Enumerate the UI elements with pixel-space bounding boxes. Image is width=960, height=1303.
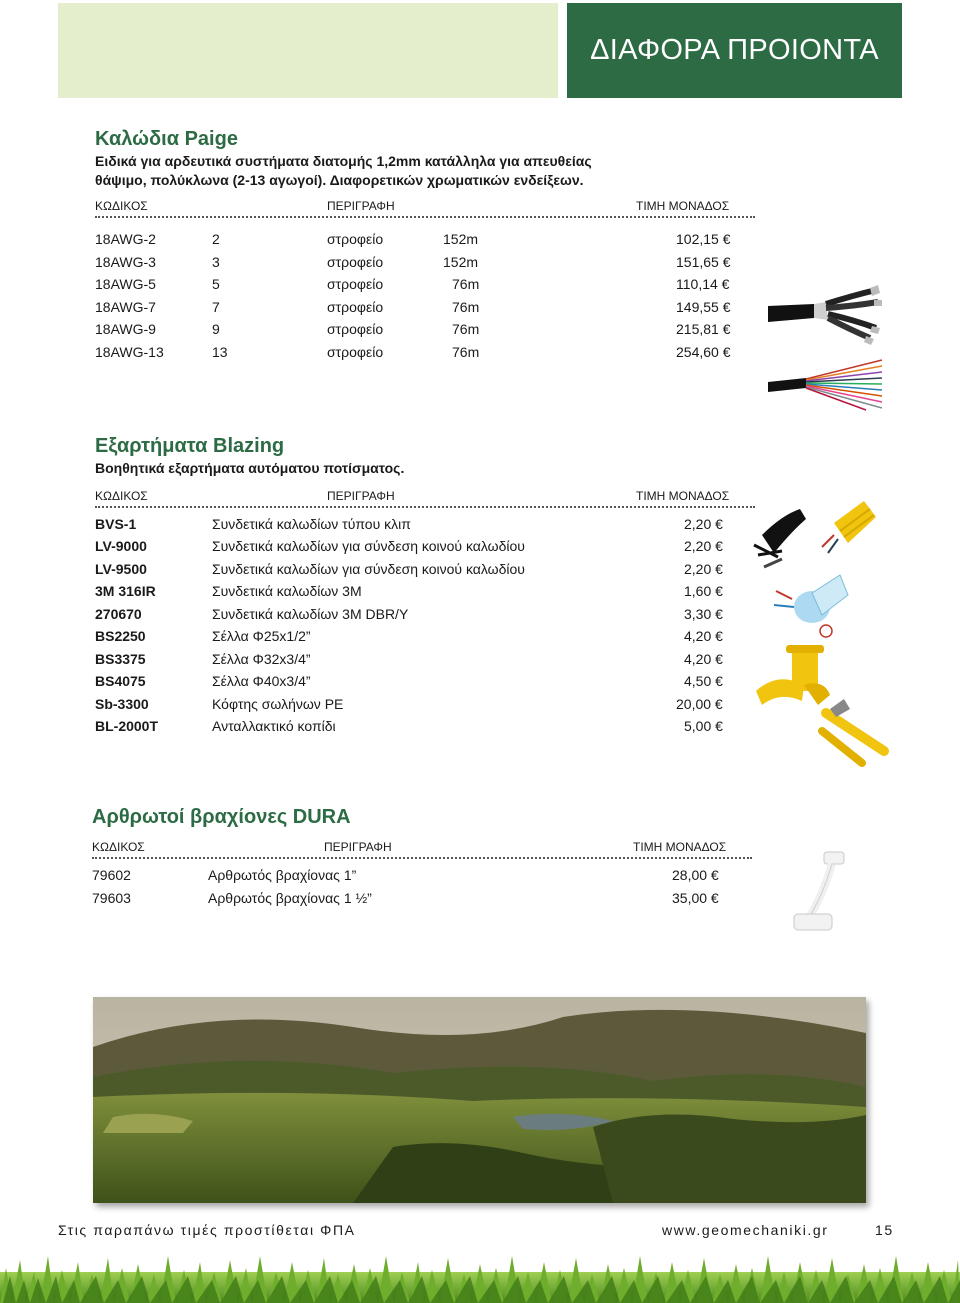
cell-price: 215,81 €: [676, 321, 731, 337]
cell-code: LV-9500: [95, 561, 147, 577]
column-price: ΤΙΜΗ ΜΟΝΑΔΟΣ: [636, 199, 730, 213]
multi-core-cable-icon: [768, 285, 882, 345]
cell-code: 18AWG-9: [95, 321, 156, 337]
column-price: ΤΙΜΗ ΜΟΝΑΔΟΣ: [633, 840, 727, 854]
paige-description-line: Ειδικά για αρδευτικά συστήματα διατομής 1,2mm κατάλληλα για απευθείας: [95, 153, 592, 169]
cell-unit: στροφείο: [327, 321, 384, 337]
cell-description: Συνδετικά καλωδίων 3M: [212, 583, 362, 599]
cell-length: 152m: [443, 254, 479, 270]
cell-cores: 2: [212, 231, 220, 247]
cell-code: BS4075: [95, 673, 146, 689]
grass-decoration: [0, 1250, 960, 1303]
cell-cores: 7: [212, 299, 220, 315]
column-code: ΚΩΔΙΚΟΣ: [95, 199, 148, 213]
cell-code: 18AWG-2: [95, 231, 156, 247]
column-description: ΠΕΡΙΓΡΑΦΗ: [327, 489, 395, 503]
cell-code: 3M 316IR: [95, 583, 156, 599]
cell-description: Συνδετικά καλωδίων 3M DBR/Y: [212, 606, 409, 622]
cell-price: 4,20 €: [684, 651, 723, 667]
cell-description: Αρθρωτός βραχίονας 1 ½”: [208, 890, 372, 906]
paige-description: [95, 152, 592, 190]
divider: [95, 216, 755, 218]
cell-price: 151,65 €: [676, 254, 731, 270]
saddle-clamp-icon: [756, 645, 830, 705]
cell-price: 4,50 €: [684, 673, 723, 689]
column-code: ΚΩΔΙΚΟΣ: [95, 489, 148, 503]
swing-joint-icon: [794, 852, 844, 930]
cell-unit: στροφείο: [327, 276, 384, 292]
waterproof-connector-icon: [774, 575, 848, 637]
cell-price: 5,00 €: [684, 718, 723, 734]
column-description: ΠΕΡΙΓΡΑΦΗ: [327, 199, 395, 213]
cell-code: BL-2000T: [95, 718, 159, 734]
column-description: ΠΕΡΙΓΡΑΦΗ: [324, 840, 392, 854]
website-link[interactable]: www.geomechaniki.gr: [662, 1222, 829, 1238]
cell-code: BS2250: [95, 628, 146, 644]
cell-description: Σέλλα Φ25x1/2”: [212, 628, 311, 644]
cell-price: 1,60 €: [684, 583, 723, 599]
cell-code: BS3375: [95, 651, 146, 667]
cell-cores: 3: [212, 254, 220, 270]
golf-course-photo: [93, 997, 866, 1203]
cell-price: 2,20 €: [684, 538, 723, 554]
clip-connector-icon: [754, 509, 806, 567]
cell-code: 18AWG-3: [95, 254, 156, 270]
divider: [92, 857, 752, 859]
pipe-cutter-icon: [822, 699, 884, 763]
cell-price: 28,00 €: [672, 867, 719, 883]
cell-length: 76m: [452, 276, 480, 292]
cell-price: 102,15 €: [676, 231, 731, 247]
blazing-description: Βοηθητικά εξαρτήματα αυτόματου ποτίσματος.: [95, 460, 405, 476]
cell-description: Συνδετικά καλωδίων τύπου κλιπ: [212, 516, 411, 532]
colored-wires-icon: [768, 360, 882, 410]
column-code: ΚΩΔΙΚΟΣ: [92, 840, 145, 854]
cell-price: 20,00 €: [676, 696, 723, 712]
cell-unit: στροφείο: [327, 254, 384, 270]
cell-description: Σέλλα Φ40x3/4”: [212, 673, 311, 689]
cell-cores: 9: [212, 321, 220, 337]
cell-unit: στροφείο: [327, 231, 384, 247]
cell-price: 2,20 €: [684, 516, 723, 532]
header-banner-right: [567, 3, 902, 98]
cell-price: 254,60 €: [676, 344, 731, 360]
cell-length: 76m: [452, 344, 480, 360]
cell-length: 76m: [452, 299, 480, 315]
cell-length: 152m: [443, 231, 479, 247]
page-title: ΔΙΑΦΟΡΑ ΠΡΟΙΟΝΤΑ: [590, 34, 879, 66]
cell-cores: 13: [212, 344, 228, 360]
cell-code: Sb-3300: [95, 696, 149, 712]
paige-section-title: Καλώδια Paige: [95, 128, 238, 150]
cell-description: Σέλλα Φ32x3/4”: [212, 651, 311, 667]
cell-length: 76m: [452, 321, 480, 337]
cell-code: 270670: [95, 606, 142, 622]
divider: [95, 506, 755, 508]
cell-description: Κόφτης σωλήνων PE: [212, 696, 344, 712]
cell-description: Συνδετικά καλωδίων για σύνδεση κοινού καλωδίου: [212, 561, 525, 577]
cell-description: Αρθρωτός βραχίονας 1”: [208, 867, 357, 883]
cell-code: 79602: [92, 867, 131, 883]
paige-table-header: [95, 199, 755, 215]
cell-price: 4,20 €: [684, 628, 723, 644]
column-price: ΤΙΜΗ ΜΟΝΑΔΟΣ: [636, 489, 730, 503]
cell-code: 18AWG-13: [95, 344, 164, 360]
vat-note: Στις παραπάνω τιμές προστίθεται ΦΠΑ: [58, 1222, 356, 1238]
blazing-table-header: [95, 489, 755, 505]
page-number: 15: [875, 1222, 894, 1238]
cell-cores: 5: [212, 276, 220, 292]
cell-price: 3,30 €: [684, 606, 723, 622]
wire-nut-icon: [822, 501, 876, 553]
cell-price: 149,55 €: [676, 299, 731, 315]
dura-section-title: Αρθρωτοί βραχίονες DURA: [92, 806, 351, 828]
cell-description: Ανταλλακτικό κοπίδι: [212, 718, 336, 734]
cell-price: 110,14 €: [676, 276, 730, 292]
cell-code: BVS-1: [95, 516, 137, 532]
cell-code: 79603: [92, 890, 131, 906]
cell-unit: στροφείο: [327, 299, 384, 315]
cell-description: Συνδετικά καλωδίων για σύνδεση κοινού καλωδίου: [212, 538, 525, 554]
cell-unit: στροφείο: [327, 344, 384, 360]
cell-price: 2,20 €: [684, 561, 723, 577]
cell-price: 35,00 €: [672, 890, 719, 906]
swing-joint-illustration: [788, 848, 860, 940]
paige-description-line: θάψιμο, πολύκλωνα (2-13 αγωγοί). Διαφορετικών χρωματικών ενδείξεων.: [95, 172, 584, 188]
blazing-section-title: Εξαρτήματα Blazing: [95, 435, 285, 457]
cell-code: 18AWG-7: [95, 299, 156, 315]
blazing-products-illustration: [752, 495, 892, 770]
dura-table-header: [92, 840, 752, 856]
cell-code: LV-9000: [95, 538, 147, 554]
cell-code: 18AWG-5: [95, 276, 156, 292]
header-banner-left: [58, 3, 558, 98]
cable-illustration: [766, 284, 886, 414]
